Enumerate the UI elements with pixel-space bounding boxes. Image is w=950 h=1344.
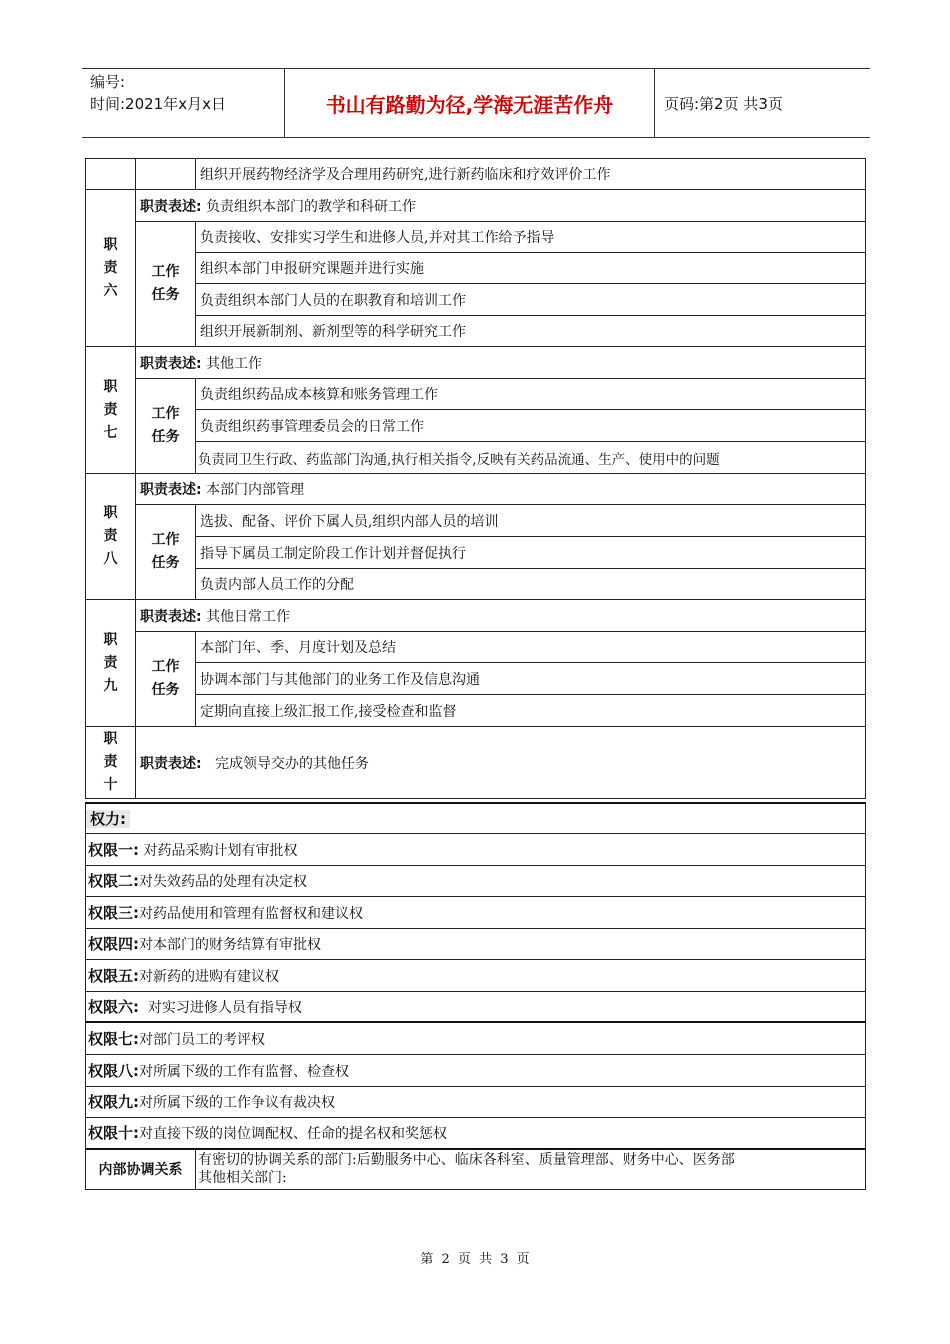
task-text: 负责内部人员工作的分配 bbox=[196, 569, 866, 600]
authority-item bbox=[86, 991, 866, 1022]
duty-number: 职 责 六 bbox=[86, 190, 136, 347]
authority-text: 对所属下级的工作有监督、检查权 bbox=[139, 1063, 349, 1080]
coordination-label: 内部协调关系 bbox=[86, 1149, 196, 1189]
authority-text: 对新药的进购有建议权 bbox=[139, 968, 279, 985]
authority-label: 权限六: bbox=[88, 997, 139, 1016]
authority-item bbox=[86, 928, 866, 959]
desc-label: 职责表述: bbox=[140, 198, 202, 215]
task-row bbox=[86, 442, 866, 474]
authority-row bbox=[86, 833, 866, 865]
authority-label: 权限一: bbox=[88, 840, 139, 859]
task-text: 组织开展新制剂、新剂型等的科学研究工作 bbox=[196, 316, 866, 347]
coordination-line: 有密切的协调关系的部门:后勤服务中心、临床各科室、质量管理部、财务中心、医务部 bbox=[198, 1152, 735, 1169]
task-text: 负责同卫生行政、药监部门沟通,执行相关指令,反映有关药品流通、生产、使用中的问题 bbox=[196, 442, 866, 474]
duty-number: 职 责 八 bbox=[86, 474, 136, 600]
duty-desc-row bbox=[86, 474, 866, 505]
authority-label: 权限十: bbox=[88, 1124, 139, 1143]
task-row bbox=[86, 253, 866, 284]
authority-text: 对实习进修人员有指导权 bbox=[139, 999, 302, 1016]
authority-text: 对药品使用和管理有监督权和建议权 bbox=[139, 905, 363, 922]
authority-text: 对直接下级的岗位调配权、任命的提名权和奖惩权 bbox=[139, 1126, 447, 1143]
authority-item bbox=[86, 959, 866, 991]
authority-item bbox=[86, 865, 866, 896]
task-row bbox=[86, 379, 866, 410]
empty-cell bbox=[86, 159, 136, 190]
task-row bbox=[86, 663, 866, 695]
task-text: 负责接收、安排实习学生和进修人员,并对其工作给予指导 bbox=[196, 222, 866, 253]
desc-text: 其他工作 bbox=[206, 355, 263, 372]
authority-text: 对药品采购计划有审批权 bbox=[139, 842, 298, 859]
number-label: 编号: bbox=[90, 73, 126, 91]
task-row bbox=[86, 284, 866, 316]
authority-row bbox=[86, 865, 866, 896]
empty-cell bbox=[136, 159, 196, 190]
task-label: 工作 任务 bbox=[136, 632, 196, 727]
authority-text: 对失效药品的处理有决定权 bbox=[139, 874, 307, 890]
authority-text: 对所属下级的工作争议有裁决权 bbox=[139, 1095, 335, 1111]
duty-description bbox=[136, 190, 866, 222]
task-text: 负责组织本部门人员的在职教育和培训工作 bbox=[196, 284, 866, 316]
authority-label: 权限九: bbox=[88, 1093, 139, 1111]
task-row bbox=[86, 410, 866, 442]
task-row bbox=[86, 222, 866, 253]
power-header bbox=[86, 803, 866, 833]
coordination-text bbox=[196, 1149, 866, 1189]
task-text: 本部门年、季、月度计划及总结 bbox=[196, 632, 866, 663]
header-page-info: 页码:第2页 共3页 bbox=[664, 94, 783, 113]
authority-label: 权限八: bbox=[88, 1061, 139, 1080]
authority-item bbox=[86, 833, 866, 865]
authority-label: 权限七: bbox=[88, 1029, 139, 1048]
header-meta bbox=[90, 71, 285, 115]
authority-row bbox=[86, 928, 866, 959]
duty-desc-row bbox=[86, 190, 866, 222]
task-row bbox=[86, 569, 866, 600]
authority-item bbox=[86, 1086, 866, 1117]
task-row bbox=[86, 537, 866, 569]
power-row bbox=[86, 803, 866, 833]
duty-description bbox=[136, 347, 866, 379]
page-header bbox=[82, 68, 870, 138]
header-divider bbox=[654, 69, 655, 137]
task-text: 指导下属员工制定阶段工作计划并督促执行 bbox=[196, 537, 866, 569]
authority-label: 权限二: bbox=[88, 872, 139, 890]
authority-row bbox=[86, 1086, 866, 1117]
duty-description bbox=[136, 727, 866, 799]
desc-label: 职责表述: bbox=[140, 355, 202, 372]
task-row bbox=[86, 505, 866, 537]
desc-text: 负责组织本部门的教学和科研工作 bbox=[206, 198, 417, 215]
duties-table bbox=[85, 158, 866, 799]
desc-text: 完成领导交办的其他任务 bbox=[206, 755, 369, 772]
desc-label: 职责表述: bbox=[140, 755, 202, 772]
desc-text: 本部门内部管理 bbox=[206, 482, 305, 498]
authority-table bbox=[85, 802, 866, 1190]
duty-desc-row bbox=[86, 600, 866, 632]
task-text: 协调本部门与其他部门的业务工作及信息沟通 bbox=[196, 663, 866, 695]
duty-number: 职 责 九 bbox=[86, 600, 136, 727]
header-motto: 书山有路勤为径,学海无涯苦作舟 bbox=[325, 92, 614, 117]
authority-label: 权限五: bbox=[88, 966, 139, 985]
desc-label: 职责表述: bbox=[140, 482, 202, 498]
duty-number: 职 责 十 bbox=[86, 727, 136, 799]
time-label: 时间:2021年x月x日 bbox=[90, 95, 226, 113]
duty-desc-row bbox=[86, 727, 866, 799]
task-label: 工作 任务 bbox=[136, 379, 196, 474]
authority-item bbox=[86, 896, 866, 928]
task-text: 负责组织药品成本核算和账务管理工作 bbox=[196, 379, 866, 410]
coordination-line: 其他相关部门: bbox=[198, 1170, 287, 1187]
power-label: 权力: bbox=[86, 810, 130, 828]
authority-row bbox=[86, 1022, 866, 1054]
duty-number: 职 责 七 bbox=[86, 347, 136, 474]
task-text: 定期向直接上级汇报工作,接受检查和监督 bbox=[196, 695, 866, 727]
task-row bbox=[86, 316, 866, 347]
duty-description bbox=[136, 474, 866, 505]
authority-row bbox=[86, 896, 866, 928]
authority-item bbox=[86, 1054, 866, 1086]
task-text: 组织本部门申报研究课题并进行实施 bbox=[196, 253, 866, 284]
task-text: 选拔、配备、评价下属人员,组织内部人员的培训 bbox=[196, 505, 866, 537]
authority-text: 对部门员工的考评权 bbox=[139, 1031, 265, 1048]
authority-row bbox=[86, 1117, 866, 1149]
authority-label: 权限四: bbox=[88, 935, 139, 953]
task-label: 工作 任务 bbox=[136, 505, 196, 600]
duty-desc-row bbox=[86, 347, 866, 379]
authority-row bbox=[86, 1054, 866, 1086]
task-text: 负责组织药事管理委员会的日常工作 bbox=[196, 410, 866, 442]
authority-text: 对本部门的财务结算有审批权 bbox=[139, 937, 321, 953]
task-row bbox=[86, 632, 866, 663]
authority-row bbox=[86, 991, 866, 1022]
task-text: 组织开展药物经济学及合理用药研究,进行新药临床和疗效评价工作 bbox=[196, 159, 866, 190]
desc-label: 职责表述: bbox=[140, 608, 202, 625]
coordination-row bbox=[86, 1149, 866, 1189]
table-row bbox=[86, 159, 866, 190]
desc-text: 其他日常工作 bbox=[206, 608, 291, 625]
authority-item bbox=[86, 1117, 866, 1149]
authority-item bbox=[86, 1022, 866, 1054]
task-row bbox=[86, 695, 866, 727]
duty-description bbox=[136, 600, 866, 632]
authority-row bbox=[86, 959, 866, 991]
task-label: 工作 任务 bbox=[136, 222, 196, 347]
authority-label: 权限三: bbox=[88, 903, 139, 922]
page-footer: 第 2 页 共 3 页 bbox=[420, 1252, 530, 1267]
